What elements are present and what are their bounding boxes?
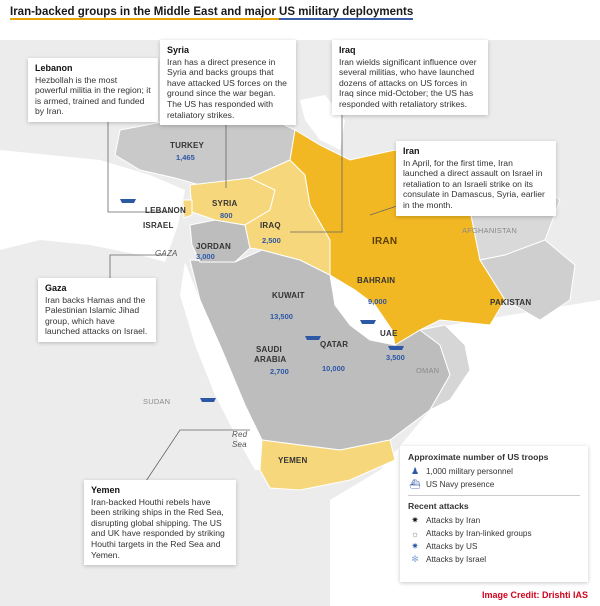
label-kuwait: KUWAIT — [272, 291, 305, 300]
card-gaza — [38, 278, 156, 342]
label-syria: SYRIA — [212, 199, 238, 208]
troops-bahrain: 9,000 — [368, 297, 387, 306]
troops-uae: 3,500 — [386, 353, 405, 362]
card-lebanon-text: Hezbollah is the most powerful militia in the region; it is armed, trained and funded by Iran. — [35, 74, 151, 117]
label-sudan: SUDAN — [143, 397, 171, 406]
iran-attack-icon: ✷ — [411, 515, 419, 525]
troops-turkey: 1,465 — [176, 153, 195, 162]
image-credit: Image Credit: Drishti IAS — [481, 590, 588, 600]
troops-jordan: 3,000 — [196, 252, 215, 261]
troops-iraq: 2,500 — [262, 236, 281, 245]
card-yemen-text: Iran-backed Houthi rebels have been striking ships in the Red Sea, disrupting global shipping. The US and UK have responded by striking Houthi targets in the Red Sea and Yemen. — [91, 496, 225, 560]
label-oman: OMAN — [416, 366, 440, 375]
card-iran-text: In April, for the first time, Iran launched a direct assault on Israel in retaliation to an Israeli strike on its consulate in Damascus, Syria, earlier in the month. — [403, 157, 545, 210]
label-uae: UAE — [380, 329, 398, 338]
card-gaza-text: Iran backs Hamas and the Palestinian Islamic Jihad group, which have launched attacks on Israel. — [45, 294, 148, 337]
legend-personnel-label: 1,000 military personnel — [426, 467, 513, 476]
iran-linked-attack-icon: ☼ — [410, 528, 420, 539]
us-attack-icon: ✷ — [411, 541, 419, 551]
title-part2: US military deployments — [279, 6, 414, 18]
legend-israel-label: Attacks by Israel — [426, 555, 487, 564]
card-yemen-heading: Yemen — [91, 485, 121, 495]
legend-iran-label: Attacks by Iran — [426, 516, 481, 525]
label-iran: IRAN — [372, 236, 398, 247]
legend-iran-linked-label: Attacks by Iran-linked groups — [426, 529, 532, 538]
label-turkey: TURKEY — [170, 141, 205, 150]
title-part1: Iran-backed groups in the Middle East and major — [10, 6, 280, 18]
legend-row-iran — [408, 515, 580, 526]
card-gaza-heading: Gaza — [45, 283, 67, 293]
label-afghanistan: AFGHANISTAN — [462, 226, 517, 235]
legend-row-israel — [408, 554, 580, 565]
card-syria — [160, 40, 296, 125]
ship-icon: ⛴ — [409, 479, 421, 489]
label-saudi-2: ARABIA — [254, 355, 287, 364]
card-syria-heading: Syria — [167, 45, 190, 55]
map-title — [10, 6, 413, 18]
card-lebanon-heading: Lebanon — [35, 63, 73, 73]
legend-row-iran-linked — [408, 528, 580, 539]
label-iraq: IRAQ — [260, 221, 281, 230]
legend-heading: Approximate number of US troops — [408, 452, 549, 462]
legend-divider — [408, 495, 580, 496]
label-israel: ISRAEL — [143, 221, 174, 230]
card-syria-text: Iran has a direct presence in Syria and backs groups that have attacked US forces on the ground since the war began. The US has responded with retaliatory strikes. — [167, 56, 287, 120]
legend-row-personnel — [408, 466, 580, 477]
troops-qatar: 10,000 — [322, 364, 345, 373]
card-iraq-text: Iran wields significant influence over several militias, who have launched dozens of attacks on US forces in Iraq since mid-October; the US has responded with retaliatory strikes. — [339, 56, 477, 109]
legend-row-navy — [408, 479, 580, 490]
label-yemen: YEMEN — [278, 456, 308, 465]
card-iran-heading: Iran — [403, 146, 420, 156]
troops-syria: 800 — [220, 211, 233, 220]
label-red-sea-1: Red — [232, 430, 248, 439]
label-jordan: JORDAN — [196, 242, 231, 251]
card-iraq — [332, 40, 488, 115]
israel-attack-icon: ✻ — [411, 554, 419, 564]
legend-navy-label: US Navy presence — [426, 480, 495, 489]
card-lebanon — [28, 58, 158, 122]
legend-row-us — [408, 541, 580, 552]
troops-kuwait: 13,500 — [270, 312, 293, 321]
label-qatar: QATAR — [320, 340, 349, 349]
card-yemen — [84, 480, 236, 565]
label-pakistan: PAKISTAN — [490, 298, 532, 307]
legend-us-label: Attacks by US — [426, 542, 478, 551]
label-lebanon: LEBANON — [145, 206, 186, 215]
card-iran — [396, 141, 556, 216]
legend — [400, 446, 588, 582]
label-bahrain: BAHRAIN — [357, 276, 396, 285]
label-gaza: GAZA — [155, 249, 178, 258]
label-red-sea-2: Sea — [232, 440, 247, 449]
card-iraq-heading: Iraq — [339, 45, 356, 55]
soldier-icon: ♟ — [410, 466, 420, 476]
troops-saudi: 2,700 — [270, 367, 289, 376]
label-saudi-1: SAUDI — [256, 345, 282, 354]
legend-attacks-heading: Recent attacks — [408, 501, 469, 511]
